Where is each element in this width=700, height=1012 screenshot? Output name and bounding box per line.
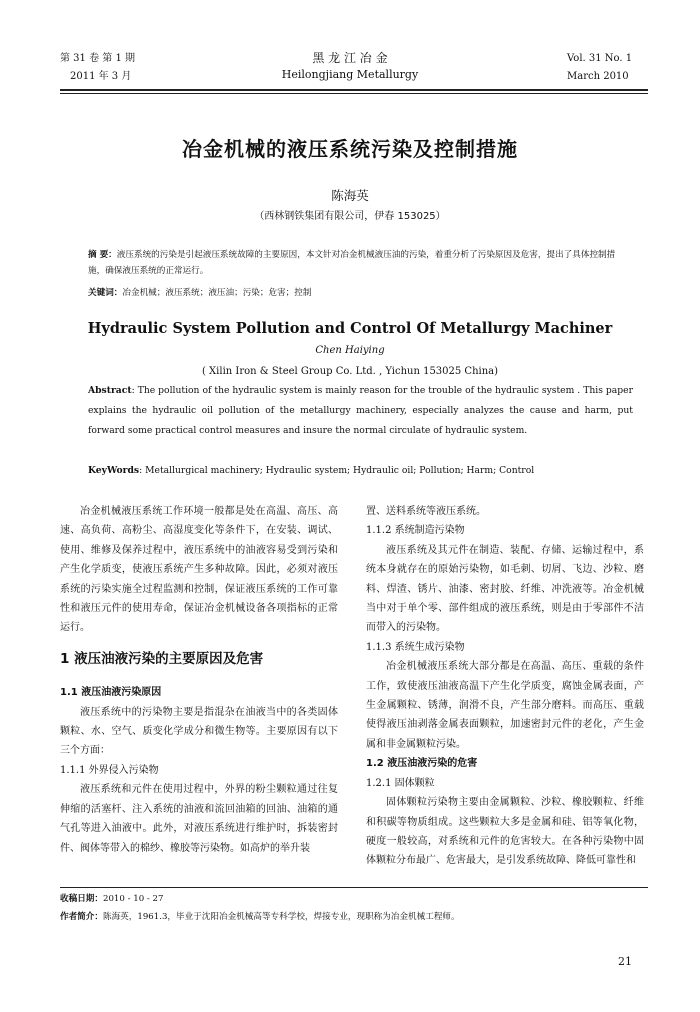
keywords-en-text: : Metallurgical machinery; Hydraulic system; Hydraulic oil; Pollution; Harm; Control: [139, 465, 535, 476]
header-journal-cn: 黑 龙 江 冶 金: [312, 51, 388, 65]
abstract-en-label: Abstract: [88, 385, 132, 396]
keywords-en-label: KeyWords: [88, 465, 140, 476]
section-1-2-1-heading: 1.2.1 固体颗粒: [366, 777, 435, 789]
section-1-heading: 1 液压油液污染的主要原因及危害: [60, 650, 264, 667]
keywords-cn-text: 冶金机械；液压系统；液压油；污染；危害；控制: [122, 288, 312, 298]
abstract-en-text: : The pollution of the hydraulic system is mainly reason for the trouble of the hydraulic system . This paper explains the hydraulic oil pollution of the metallurgy machinery, especially analyzes the cause and harm, put forward some practical control measures and insure the normal circulate of hydraulic system.: [88, 385, 633, 436]
abstract-cn-text: 液压系统的污染是引起液压系统故障的主要原因，本文针对冶金机械液压油的污染，着重分析了污染原因及危害，提出了具体控制措施，确保液压系统的正常运行。: [88, 250, 616, 276]
header-rule-thick: [60, 89, 648, 91]
affiliation-en: ( Xilin Iron & Steel Group Co. Ltd. , Yichun 153025 China): [201, 366, 499, 377]
header-date-en: March 2010: [567, 71, 629, 82]
section-1-2-heading: 1.2 液压油液污染的危害: [366, 758, 478, 770]
section-1-1-1-heading: 1.1.1 外界侵入污染物: [60, 764, 159, 776]
section-1-1-paragraph: 液压系统中的污染物主要是指混杂在油液当中的各类固体颗粒、水、空气、质变化学成分和微生物等。主要原因有以下三个方面：: [60, 706, 338, 757]
section-1-1-2-paragraph: 液压系统及其元件在制造、装配、存储、运输过程中，系统本身就存在的原始污染物，如毛刺、切屑、飞边、沙粒、磨料、焊渣、锈片、油漆、密封胶、纤维、冲洗液等。冶金机械当中对于单个零、部件组成的液压系统，则是由于零部件不洁而带入的污染物。: [366, 544, 644, 634]
author-en: Chen Haiying: [315, 345, 385, 356]
section-1-1-3-heading: 1.1.3 系统生成污染物: [366, 641, 465, 653]
intro-paragraph: 冶金机械液压系统工作环境一般都是处在高温、高压、高速、高负荷、高粉尘、高湿度变化等条件下，在安装、调试、使用、维修及保养过程中，液压系统中的油液容易受到污染和产生化学质变，使液压系统产生多种故障。因此，必须对液压系统的污染实施全过程监测和控制，保证液压系统的工作可靠性和液压元件的使用寿命，保证冶金机械设备各项指标的正常运行。: [60, 506, 338, 634]
body-column-left: [60, 502, 338, 858]
keywords-cn-label: 关键词：: [88, 288, 123, 298]
affiliation-cn: （西林钢铁集团有限公司，伊春 153025）: [254, 211, 446, 222]
header-volume-en: Vol. 31 No. 1: [567, 53, 633, 64]
section-1-1-3-paragraph: 冶金机械液压系统大部分都是在高温、高压、重载的条件工作，致使液压油液高温下产生化学质变，腐蚀金属表面，产生金属颗粒、锈薄，润滑不良，产生部分磨料。而高压、重载使得液压油剥落金属表面颗粒，加速密封元件的老化，产生金属和非金属颗粒污染。: [366, 661, 644, 750]
author-bio-text: 陈海英，1961.3，毕业于沈阳冶金机械高等专科学校，焊接专业，现职称为冶金机械工程师。: [102, 912, 460, 922]
received-value: 2010 - 10 - 27: [102, 894, 164, 904]
header-journal-en: Heilongjiang Metallurgy: [281, 68, 419, 81]
section-1-1-heading: 1.1 液压油液污染原因: [60, 687, 162, 699]
abstract-cn-label: 摘 要：: [88, 250, 117, 260]
author-bio: [60, 908, 650, 926]
abstract-cn: [88, 248, 628, 279]
body-column-right: [366, 502, 644, 871]
page-number: 21: [618, 955, 632, 968]
continued-paragraph: 置、送料系统等液压系统。: [366, 506, 486, 517]
section-1-1-2-heading: 1.1.2 系统制造污染物: [366, 525, 465, 537]
abstract-en: [88, 381, 633, 441]
footnote-rule: [60, 887, 648, 888]
section-1-2-1-paragraph: 固体颗粒污染物主要由金属颗粒、沙粒、橡胶颗粒、纤维和积碳等物质组成。这些颗粒大多是金属和硅、铝等氧化物，硬度一般较高，对系统和元件的危害较大。在各种污染物中固体颗粒分布最广、危害最大，是引发系统故障、降低可靠性和: [366, 797, 644, 867]
received-date: [60, 890, 650, 908]
received-label: 收稿日期：: [60, 894, 103, 904]
paper-title-cn: 冶金机械的液压系统污染及控制措施: [182, 137, 518, 161]
paper-title-en: Hydraulic System Pollution and Control Of Metallurgy Machiner: [87, 320, 613, 337]
header-rule-thin: [60, 93, 648, 94]
section-1-1-1-paragraph: 液压系统和元件在使用过程中，外界的粉尘颗粒通过往复伸缩的活塞杆、注入系统的油液和流回油箱的回油、油箱的通气孔等进入油液中。此外，对液压系统进行维护时，拆装密封件、阀体等带入的棉纱、橡胶等污染物。如高炉的举升装: [60, 784, 338, 854]
keywords-en: [88, 461, 633, 481]
keywords-cn: [88, 286, 628, 302]
header-volume-cn: 第 31 卷 第 1 期: [60, 53, 135, 64]
author-cn: 陈海英: [331, 188, 369, 203]
author-bio-label: 作者简介：: [60, 912, 103, 922]
header-date-cn: 2011 年 3 月: [70, 71, 132, 82]
